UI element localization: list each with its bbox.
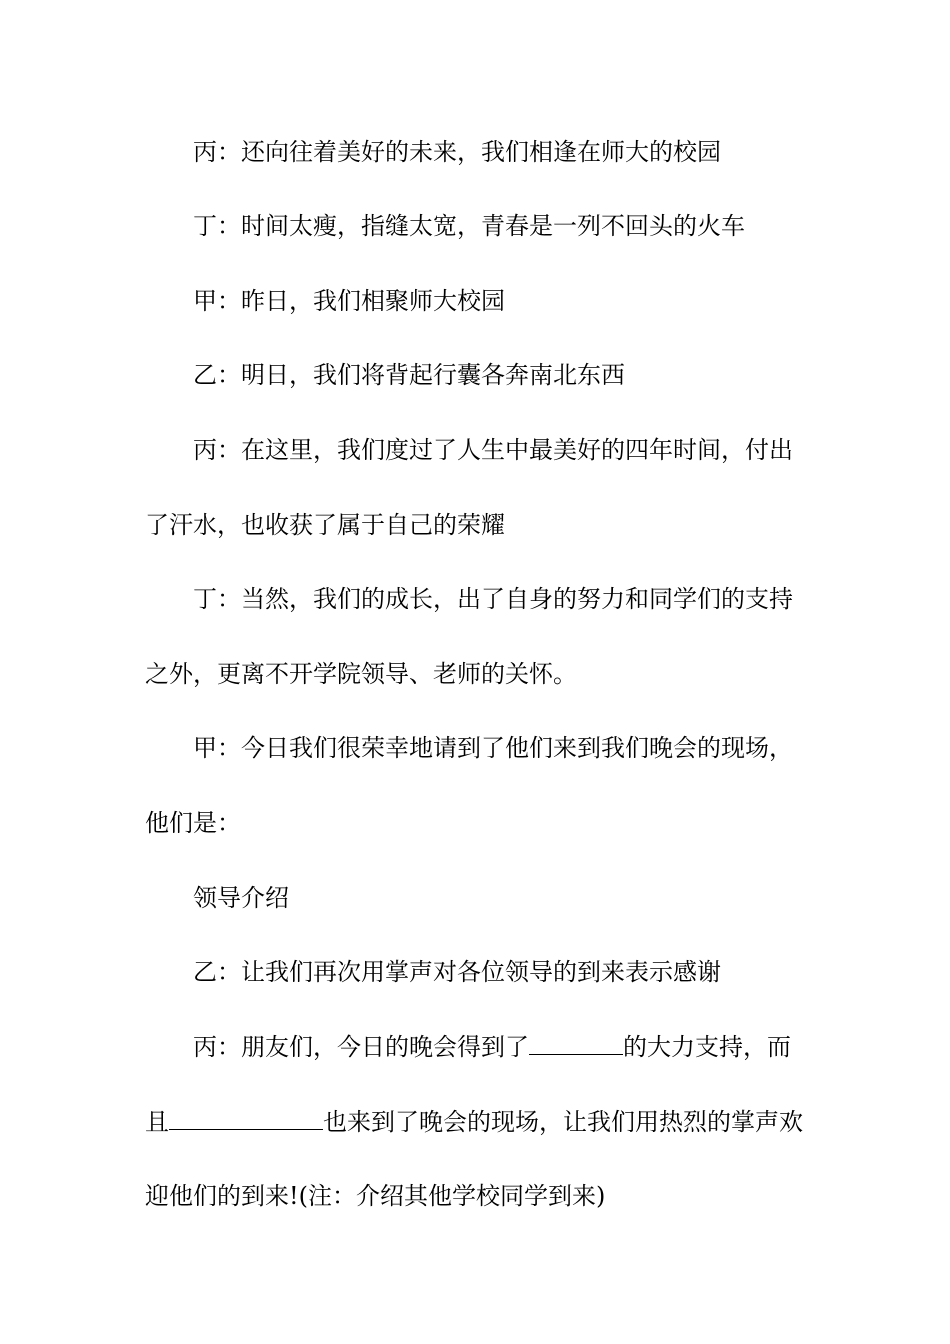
dialogue-line-with-blank [145,1107,825,1137]
dialogue-line: 乙：明日，我们将背起行囊各奔南北东西 [193,361,625,389]
dialogue-line-continued: 迎他们的到来!(注：介绍其他学校同学到来) [145,1182,606,1210]
dialogue-line: 丁：当然，我们的成长，出了自身的努力和同学们的支持 [193,585,793,613]
section-note: 领导介绍 [193,884,289,912]
dialogue-line: 甲：今日我们很荣幸地请到了他们来到我们晚会的现场， [193,734,793,762]
dialogue-line: 甲：昨日，我们相聚师大校园 [193,287,505,315]
dialogue-line-continued: 他们是： [145,809,241,837]
dialogue-line-with-blank [193,1032,873,1062]
line-text-before-blank: 且 [145,1108,169,1136]
fill-in-blank [169,1107,323,1130]
dialogue-line-continued: 了汗水，也收获了属于自己的荣耀 [145,511,505,539]
line-text-after-blank: 也来到了晚会的现场，让我们用热烈的掌声欢 [323,1108,803,1136]
line-text-after-blank: 的大力支持，而 [623,1033,791,1061]
dialogue-line: 丁：时间太瘦，指缝太宽，青春是一列不回头的火车 [193,212,745,240]
fill-in-blank [529,1032,623,1055]
dialogue-line: 丙：在这里，我们度过了人生中最美好的四年时间，付出 [193,436,793,464]
line-text-before-blank: 丙：朋友们，今日的晚会得到了 [193,1033,529,1061]
dialogue-line: 丙：还向往着美好的未来，我们相逢在师大的校园 [193,138,721,166]
dialogue-line-continued: 之外，更离不开学院领导、老师的关怀。 [145,660,577,688]
dialogue-line: 乙：让我们再次用掌声对各位领导的到来表示感谢 [193,958,721,986]
